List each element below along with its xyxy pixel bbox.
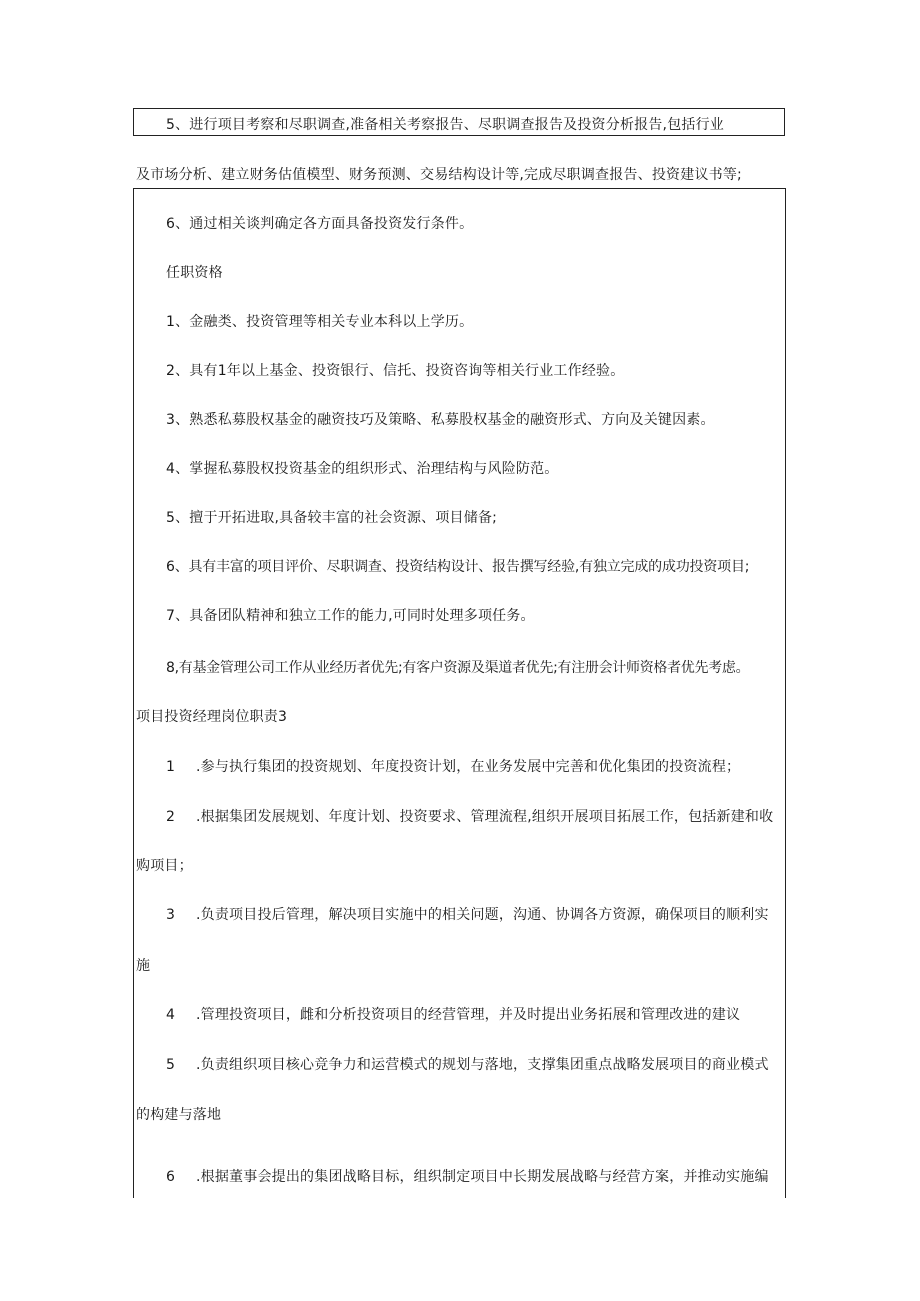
duty3-item-1 [166, 758, 740, 776]
duty3-item-3 [166, 906, 769, 924]
item-text: .负责项目投后管理，解决项目实施中的相关问题，沟通、协调各方资源，确保项目的顺利实 [196, 907, 769, 923]
item-text: .负责组织项目核心竞争力和运营模式的规划与落地，支撑集团重点战略发展项目的商业模式 [196, 1057, 769, 1073]
qualification-item-4: 4、掌握私募股权投资基金的组织形式、治理结构与风险防范。 [166, 461, 559, 477]
item-text: .根据董事会提出的集团战略目标，组织制定项目中长期发展战略与经营方案，并推动实施编 [196, 1169, 769, 1185]
item-number: 3 [166, 907, 176, 923]
qualifications-heading: 任职资格 [166, 265, 223, 281]
table-cell-main [133, 188, 786, 1198]
duty3-item-5 [166, 1056, 769, 1074]
duty3-item-2 [166, 808, 773, 826]
qualification-item-7: 7、具备团队精神和独立工作的能力,可同时处理多项任务。 [166, 608, 535, 624]
qualification-item-2: 2、具有1年以上基金、投资银行、信托、投资咨询等相关行业工作经验。 [166, 363, 625, 379]
item-number: 2 [166, 809, 176, 825]
qualification-item-5: 5、擅于开拓进取,具备较丰富的社会资源、项目储备; [166, 510, 498, 526]
duty-item-5: 5、进行项目考察和尽职调查,准备相关考察报告、尽职调查报告及投资分析报告,包括行业 [166, 117, 725, 133]
duty3-item-2-continued: 购项目； [136, 858, 193, 874]
qualification-item-3: 3、熟悉私募股权基金的融资技巧及策略、私募股权基金的融资形式、方向及关键因素。 [166, 412, 715, 428]
duty3-item-5-continued: 的构建与落地 [136, 1107, 222, 1123]
item-text: .管理投资项目，雌和分析投资项目的经营管理，并及时提出业务拓展和管理改进的建议 [196, 1007, 741, 1023]
item-number: 4 [166, 1007, 176, 1023]
duty3-item-6 [166, 1168, 769, 1186]
item-text: .参与执行集团的投资规划、年度投资计划，在业务发展中完善和优化集团的投资流程； [196, 759, 741, 775]
duty-item-5-continued: 及市场分析、建立财务估值模型、财务预测、交易结构设计等,完成尽职调查报告、投资建议书等; [136, 167, 742, 183]
item-number: 1 [166, 759, 176, 775]
item-number: 5 [166, 1057, 176, 1073]
qualification-item-6: 6、具有丰富的项目评价、尽职调查、投资结构设计、报告撰写经验,有独立完成的成功投资项目; [166, 559, 750, 575]
item-text: .根据集团发展规划、年度计划、投资要求、管理流程,组织开展项目拓展工作，包括新建和收 [196, 809, 774, 825]
duty-item-6: 6、通过相关谈判确定各方面具备投资发行条件。 [166, 216, 474, 232]
item-number: 6 [166, 1169, 176, 1185]
section-title-duties-3: 项目投资经理岗位职责3 [136, 709, 288, 725]
qualification-item-1: 1、金融类、投资管理等相关专业本科以上学历。 [166, 314, 474, 330]
duty3-item-4 [166, 1006, 740, 1024]
qualification-item-8: 8,有基金管理公司工作从业经历者优先;有客户资源及渠道者优先;有注册会计师资格者优先考虑。 [166, 660, 750, 676]
duty3-item-3-continued: 施 [136, 958, 151, 974]
